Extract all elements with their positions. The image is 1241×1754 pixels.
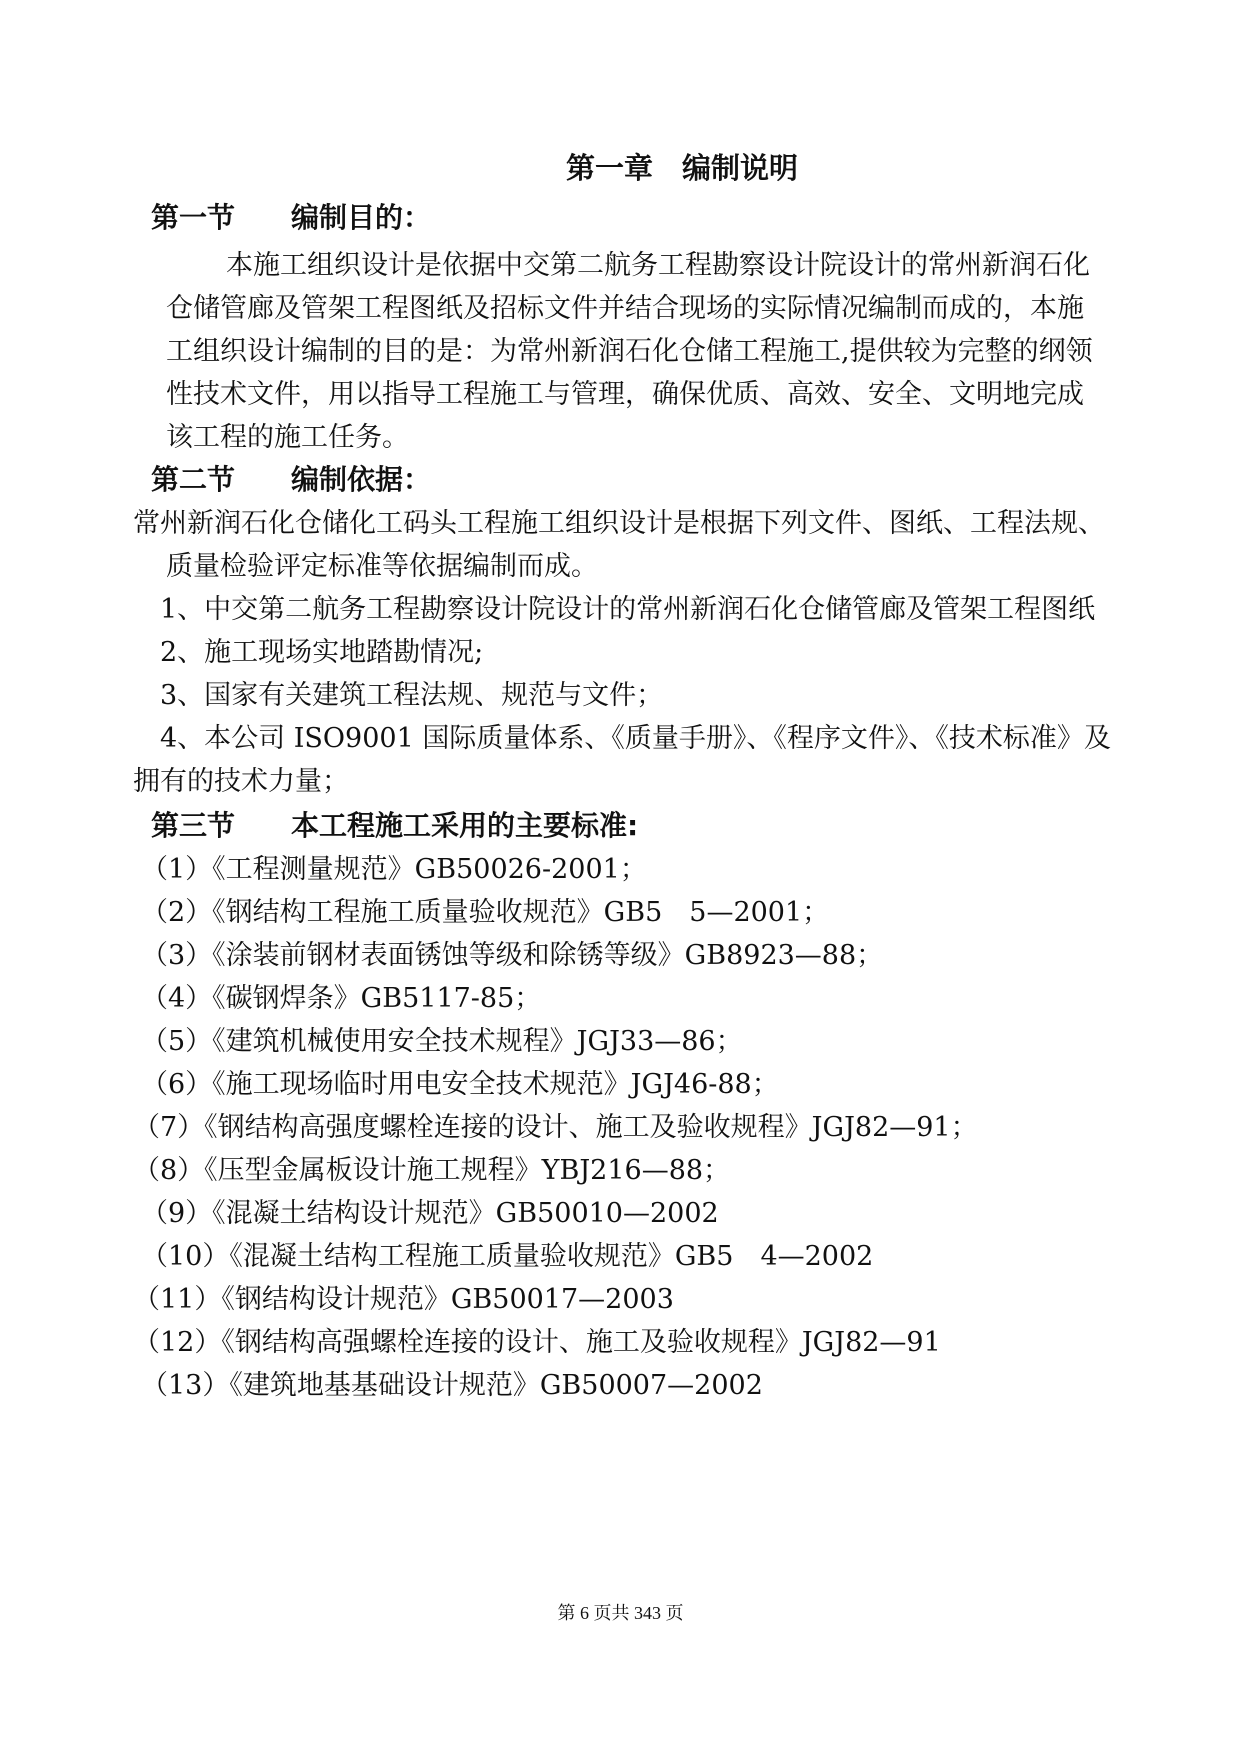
standard-item: （8）《压型金属板设计施工规程》YBJ216—88；: [133, 1155, 731, 1186]
standard-item: （11）《钢结构设计规范》GB50017—2003: [133, 1284, 674, 1315]
list-item: 1、中交第二航务工程勘察设计院设计的常州新润石化仓储管廊及管架工程图纸: [160, 594, 1096, 625]
chapter-title: 第一章 编制说明: [566, 151, 799, 185]
standard-item: （2）《钢结构工程施工质量验收规范》GB5 5—2001；: [141, 897, 830, 928]
section-heading-1: 第一节 编制目的：: [151, 201, 432, 234]
standard-item: （12）《钢结构高强螺栓连接的设计、施工及验收规程》JGJ82—91: [133, 1327, 941, 1358]
standard-item: （7）《钢结构高强度螺栓连接的设计、施工及验收规程》JGJ82—91；: [133, 1112, 978, 1143]
standard-item: （1）《工程测量规范》GB50026-2001；: [141, 854, 647, 885]
section-heading-3: 第三节 本工程施工采用的主要标准:: [151, 809, 639, 842]
paragraph-line: 常州新润石化仓储化工码头工程施工组织设计是根据下列文件、图纸、工程法规、: [133, 508, 1105, 539]
standard-item: （4）《碳钢焊条》GB5117-85；: [141, 983, 542, 1014]
list-item: 2、施工现场实地踏勘情况;: [160, 637, 484, 668]
paragraph-line: 性技术文件，用以指导工程施工与管理，确保优质、高效、安全、文明地完成: [166, 379, 1084, 410]
standard-item: （9）《混凝土结构设计规范》GB50010—2002: [141, 1198, 719, 1229]
standard-item: （3）《涂装前钢材表面锈蚀等级和除锈等级》GB8923—88；: [141, 940, 884, 971]
paragraph-line: 质量检验评定标准等依据编制而成。: [166, 551, 598, 582]
section-heading-2: 第二节 编制依据：: [151, 463, 432, 496]
list-item: 3、国家有关建筑工程法规、规范与文件；: [160, 680, 664, 711]
standard-item: （6）《施工现场临时用电安全技术规范》JGJ46-88；: [141, 1069, 779, 1100]
standard-item: （10）《混凝土结构工程施工质量验收规范》GB5 4—2002: [141, 1241, 874, 1272]
list-item: 4、本公司 ISO9001 国际质量体系、《质量手册》、《程序文件》、《技术标准》及: [160, 723, 1111, 754]
paragraph-line: 该工程的施工任务。: [166, 422, 409, 453]
paragraph-line: 仓储管廊及管架工程图纸及招标文件并结合现场的实际情况编制而成的，本施: [166, 293, 1084, 324]
page-footer: 第 6 页共 343 页: [557, 1603, 684, 1623]
list-item: 拥有的技术力量；: [133, 766, 349, 797]
paragraph-line: 本施工组织设计是依据中交第二航务工程勘察设计院设计的常州新润石化: [226, 250, 1090, 281]
paragraph-line: 工组织设计编制的目的是：为常州新润石化仓储工程施工,提供较为完整的纲领: [166, 336, 1093, 367]
standard-item: （5）《建筑机械使用安全技术规程》JGJ33—86；: [141, 1026, 743, 1057]
standard-item: （13）《建筑地基基础设计规范》GB50007—2002: [141, 1370, 763, 1401]
